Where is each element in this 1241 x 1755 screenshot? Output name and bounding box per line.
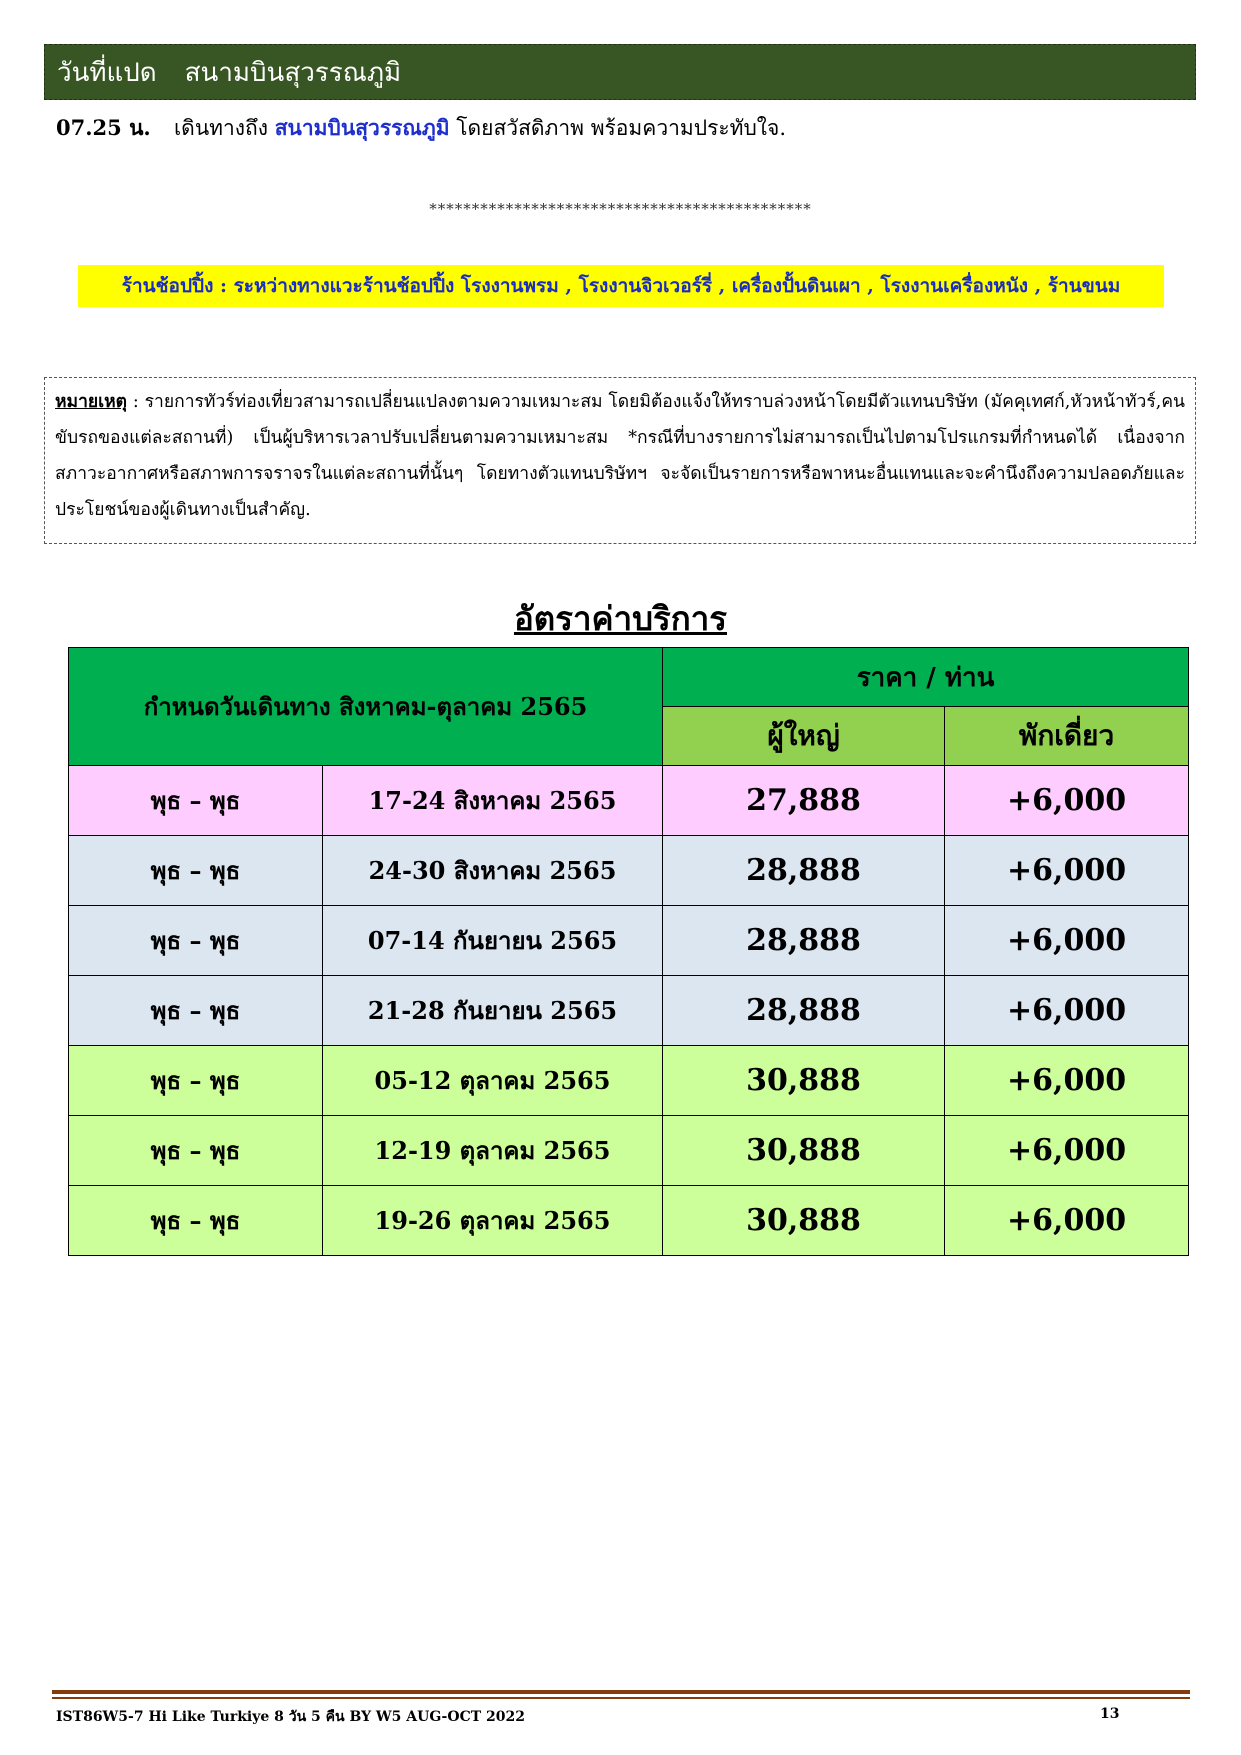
row-date: 21-28 กันยายน 2565	[323, 976, 663, 1046]
row-single-supplement: +6,000	[945, 766, 1189, 836]
remark-label: หมายเหตุ	[55, 392, 128, 412]
table-row	[69, 1116, 1189, 1186]
day-place: สนามบินสุวรรณภูมิ	[184, 57, 402, 88]
rates-table	[68, 647, 1189, 1256]
footer-rule-thin	[52, 1697, 1190, 1699]
remark-text: : รายการทัวร์ท่องเที่ยวสามารถเปลี่ยนแปลงตามความเหมาะสม โดยมิต้องแจ้งให้ทราบล่วงหน้าโดยมีตัวแทนบริษัท (มัคคุเทศก์,หัวหน้าทัวร์,คนขับรถของแต่ละสถานที่) เป็นผู้บริหารเวลาปรับเปลี่ยนตามความเหมาะสม *กรณีที่บางรายการไม่สามารถเป็นไปตามโปรแกรมที่กำหนดได้ เนื่องจากสภาวะอากาศหรือสภาพการจราจรในแต่ละสถานที่นั้นๆ โดยทางตัวแทนบริษัทฯ จะจัดเป็นรายการหรือพาหนะอื่นแทนและจะคำนึงถึงความปลอดภัยและประโยชน์ของผู้เดินทางเป็นสำคัญ.	[55, 392, 1185, 520]
row-single-supplement: +6,000	[945, 1046, 1189, 1116]
row-day: พุธ – พุธ	[69, 1116, 323, 1186]
row-single-supplement: +6,000	[945, 1116, 1189, 1186]
row-day: พุธ – พุธ	[69, 1186, 323, 1256]
row-adult-price: 30,888	[663, 1046, 945, 1116]
header-adult: ผู้ใหญ่	[663, 707, 945, 766]
shopping-note: ร้านช้อปปิ้ง : ระหว่างทางแวะร้านช้อปปิ้ง โรงงานพรม , โรงงานจิวเวอร์รี่ , เครื่องปั้นดินเผา , โรงงานเครื่องหนัง , ร้านขนม	[78, 265, 1164, 307]
row-date: 12-19 ตุลาคม 2565	[323, 1116, 663, 1186]
remark-box	[44, 377, 1196, 544]
row-day: พุธ – พุธ	[69, 836, 323, 906]
footer-rule	[52, 1690, 1190, 1694]
table-row	[69, 836, 1189, 906]
row-adult-price: 28,888	[663, 976, 945, 1046]
arrival-place: สนามบินสุวรรณภูมิ	[274, 114, 450, 140]
row-date: 19-26 ตุลาคม 2565	[323, 1186, 663, 1256]
row-day: พุธ – พุธ	[69, 906, 323, 976]
row-day: พุธ – พุธ	[69, 1046, 323, 1116]
footer-text: IST86W5-7 Hi Like Turkiye 8 วัน 5 คืน BY W5 AUG-OCT 2022	[56, 1709, 525, 1725]
row-day: พุธ – พุธ	[69, 766, 323, 836]
day-header	[44, 44, 1196, 100]
header-price-per-person: ราคา / ท่าน	[663, 648, 1189, 707]
row-single-supplement: +6,000	[945, 1186, 1189, 1256]
row-adult-price: 28,888	[663, 836, 945, 906]
page-number: 13	[1100, 1706, 1120, 1722]
row-adult-price: 30,888	[663, 1186, 945, 1256]
row-date: 05-12 ตุลาคม 2565	[323, 1046, 663, 1116]
rates-title: อัตราค่าบริการ	[513, 599, 728, 638]
header-travel-period: กำหนดวันเดินทาง สิงหาคม-ตุลาคม 2565	[69, 648, 663, 766]
row-single-supplement: +6,000	[945, 976, 1189, 1046]
table-row	[69, 1046, 1189, 1116]
table-row	[69, 976, 1189, 1046]
arrival-row	[56, 110, 1196, 146]
row-adult-price: 30,888	[663, 1116, 945, 1186]
row-single-supplement: +6,000	[945, 836, 1189, 906]
arrival-text-after: โดยสวัสดิภาพ พร้อมความประทับใจ.	[456, 115, 787, 140]
separator-stars: *********************************************	[429, 200, 812, 218]
row-day: พุธ – พุธ	[69, 976, 323, 1046]
row-single-supplement: +6,000	[945, 906, 1189, 976]
row-adult-price: 28,888	[663, 906, 945, 976]
row-adult-price: 27,888	[663, 766, 945, 836]
table-row	[69, 766, 1189, 836]
table-row	[69, 1186, 1189, 1256]
arrival-text-before: เดินทางถึง	[174, 115, 269, 140]
arrival-time: 07.25 น.	[56, 114, 151, 140]
row-date: 07-14 กันยายน 2565	[323, 906, 663, 976]
row-date: 24-30 สิงหาคม 2565	[323, 836, 663, 906]
row-date: 17-24 สิงหาคม 2565	[323, 766, 663, 836]
header-single: พักเดี่ยว	[945, 707, 1189, 766]
day-label: วันที่แปด	[57, 57, 157, 88]
table-row	[69, 906, 1189, 976]
